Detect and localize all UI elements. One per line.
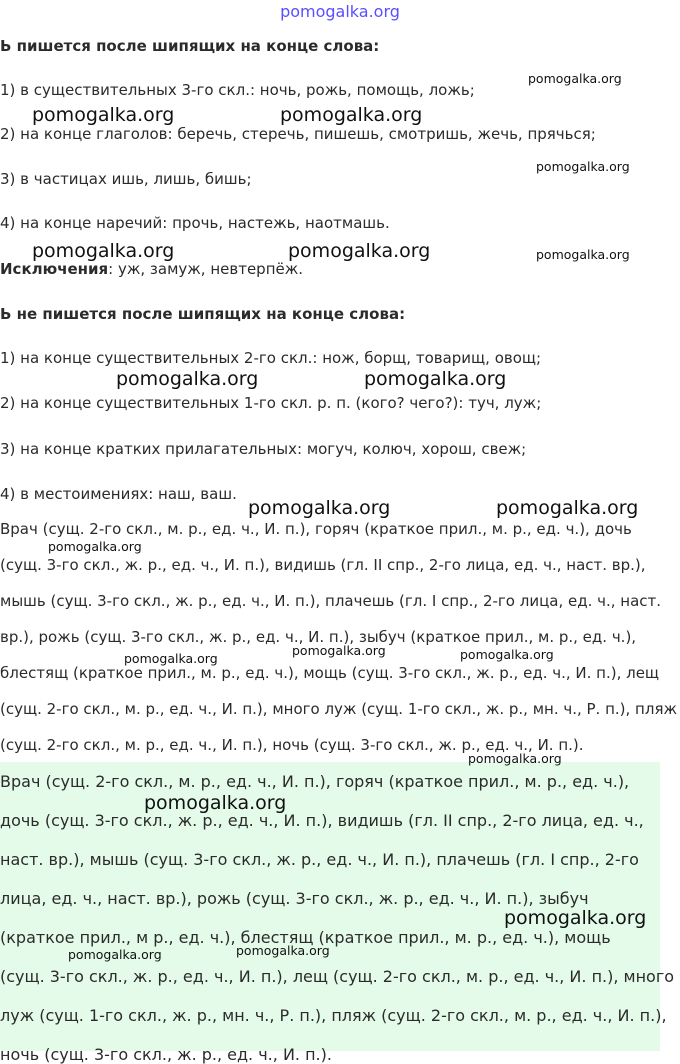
rule-without-item-2: 2) на конце существительных 1-го скл. р. п. (кого? чего?): туч, луж; — [0, 394, 542, 412]
watermark-text: pomogalka.org — [236, 943, 330, 958]
watermark-text: pomogalka.org — [496, 497, 639, 519]
watermark-text: pomogalka.org — [528, 71, 622, 86]
answer-line: дочь (сущ. 3-го скл., ж. р., ед. ч., И. п.), видишь (гл. II спр., 2-го лица, ед. ч., — [0, 811, 644, 830]
task-line: (сущ. 2-го скл., м. р., ед. ч., И. п.), много луж (сущ. 1-го скл., ж. р., мн. ч., Р. п.), пляж — [0, 700, 677, 718]
watermark-text: pomogalka.org — [504, 907, 647, 929]
rule-with-exceptions — [0, 259, 303, 279]
watermark-text: pomogalka.org — [292, 643, 386, 658]
answer-line: (краткое прил., м р., ед. ч.), блестящ (краткое прил., м. р., ед. ч.), мощь — [0, 928, 611, 947]
watermark-text: pomogalka.org — [116, 368, 259, 390]
watermark-text: pomogalka.org — [280, 104, 423, 126]
task-line: мышь (сущ. 3-го скл., ж. р., ед. ч., И. п.), плачешь (гл. I спр., 2-го лица, ед. ч., наст. — [0, 592, 662, 610]
rule-without-heading: Ь не пишется после шипящих на конце слова: — [0, 305, 406, 323]
watermark-text: pomogalka.org — [460, 647, 554, 662]
watermark-text: pomogalka.org — [536, 247, 630, 262]
watermark-text: pomogalka.org — [248, 497, 391, 519]
rule-with-item-3: 3) в частицах ишь, лишь, бишь; — [0, 170, 252, 188]
rule-without-item-3: 3) на конце кратких прилагательных: могуч, колюч, хорош, свеж; — [0, 440, 527, 458]
exceptions-text: : уж, замуж, невтерпёж. — [108, 260, 304, 278]
watermark-text: pomogalka.org — [288, 240, 431, 262]
rule-with-item-4: 4) на конце наречий: прочь, настежь, наотмашь. — [0, 214, 390, 232]
rule-with-item-2: 2) на конце глаголов: беречь, стеречь, пишешь, смотришь, жечь, прячься; — [0, 125, 596, 143]
watermark-text: pomogalka.org — [144, 792, 287, 814]
task-line: вр.), рожь (сущ. 3-го скл., ж. р., ед. ч., И. п.), зыбуч (краткое прил., м. р., ед. ч.), — [0, 628, 637, 646]
watermark-text: pomogalka.org — [32, 104, 175, 126]
rule-with-heading: Ь пишется после шипящих на конце слова: — [0, 37, 380, 55]
rule-with-item-1: 1) в существительных 3-го скл.: ночь, рожь, помощь, ложь; — [0, 81, 475, 99]
watermark-text: pomogalka.org — [468, 751, 562, 766]
answer-line: Врач (сущ. 2-го скл., м. р., ед. ч., И. п.), горяч (краткое прил., м. р., ед. ч.), — [0, 772, 630, 791]
answer-line: лица, ед. ч., наст. вр.), рожь (сущ. 3-го скл., ж. р., ед. ч., И. п.), зыбуч — [0, 889, 589, 908]
watermark-text: pomogalka.org — [364, 368, 507, 390]
answer-line: (сущ. 3-го скл., ж. р., ед. ч., И. п.), лещ (сущ. 2-го скл., м. р., ед. ч., И. п.), много — [0, 967, 675, 986]
watermark-text: pomogalka.org — [124, 651, 218, 666]
rule-without-item-4: 4) в местоимениях: наш, ваш. — [0, 485, 237, 503]
task-line: (сущ. 2-го скл., м. р., ед. ч., И. п.), ночь (сущ. 3-го скл., ж. р., ед. ч., И. п.). — [0, 736, 584, 754]
task-line: блестящ (краткое прил., м. р., ед. ч.), мощь (сущ. 3-го скл., ж. р., ед. ч., И. п.), лещ — [0, 664, 660, 682]
watermark-top-link[interactable]: pomogalka.org — [280, 2, 400, 21]
answer-line: луж (сущ. 1-го скл., ж. р., мн. ч., Р. п.), пляж (сущ. 2-го скл., м. р., ед. ч., И. п.), — [0, 1006, 667, 1025]
watermark-text: pomogalka.org — [48, 539, 142, 554]
watermark-text: pomogalka.org — [32, 240, 175, 262]
rule-without-item-1: 1) на конце существительных 2-го скл.: нож, борщ, товарищ, овощ; — [0, 349, 542, 367]
exceptions-label: Исключения — [0, 260, 109, 278]
answer-line: ночь (сущ. 3-го скл., ж. р., ед. ч., И. п.). — [0, 1045, 332, 1064]
watermark-text: pomogalka.org — [68, 947, 162, 962]
task-line: Врач (сущ. 2-го скл., м. р., ед. ч., И. п.), горяч (краткое прил., м. р., ед. ч.), дочь — [0, 520, 632, 538]
answer-line: наст. вр.), мышь (сущ. 3-го скл., ж. р., ед. ч., И. п.), плачешь (гл. I спр., 2-го — [0, 850, 639, 869]
task-line: (сущ. 3-го скл., ж. р., ед. ч., И. п.), видишь (гл. II спр., 2-го лица, ед. ч., наст. вр.), — [0, 556, 646, 574]
watermark-text: pomogalka.org — [536, 159, 630, 174]
